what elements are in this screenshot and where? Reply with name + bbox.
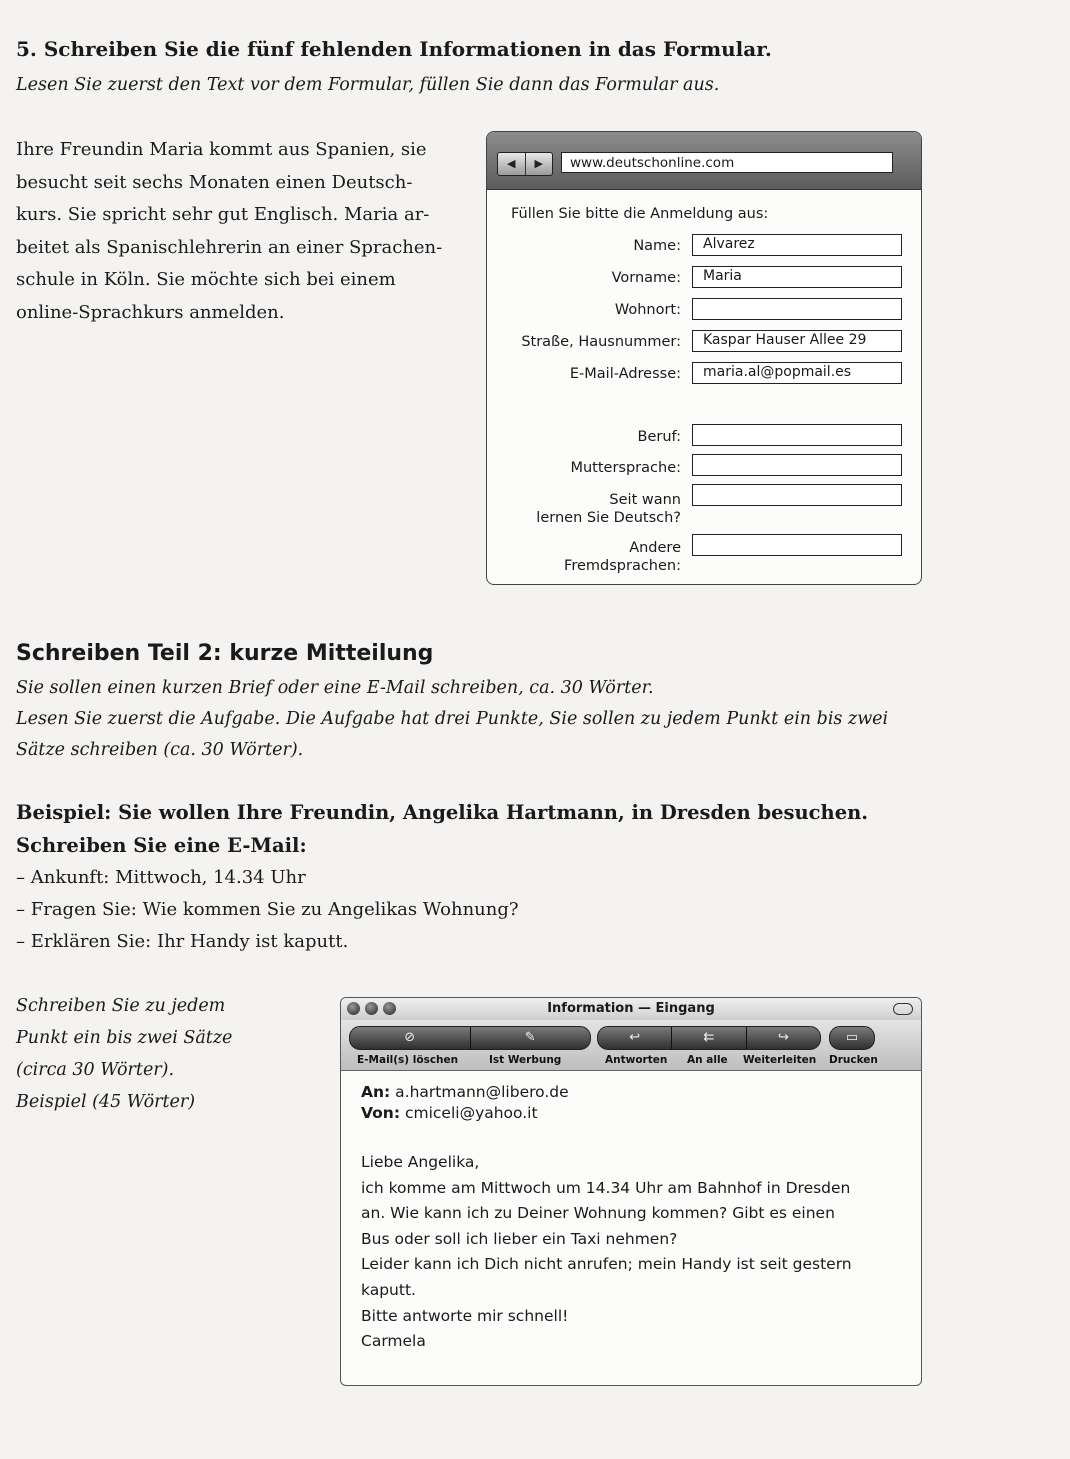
form-row-seit-wann <box>487 484 907 524</box>
close-icon[interactable] <box>347 1002 360 1015</box>
toolbar-toggle-icon[interactable] <box>893 1003 913 1015</box>
field-label <box>491 491 681 527</box>
story-line: online-Sprachkurs anmelden. <box>16 301 285 323</box>
junk-icon[interactable]: ✎ <box>470 1027 591 1049</box>
form-row-muttersprache <box>487 454 907 478</box>
task-point: – Fragen Sie: Wie kommen Sie zu Angelikas Wohnung? <box>16 899 519 920</box>
form-row-email <box>487 362 907 386</box>
from-label: Von: <box>361 1104 401 1122</box>
form-row-beruf <box>487 424 907 448</box>
reply-all-button-label[interactable]: An alle <box>687 1054 728 1066</box>
field-label <box>491 539 681 575</box>
form-row-fremdsprachen <box>487 534 907 574</box>
toolbar-group-right <box>597 1026 821 1050</box>
to-value: a.hartmann@libero.de <box>395 1083 569 1101</box>
mail-toolbar <box>341 1020 921 1071</box>
mail-title: Information — Eingang <box>547 1001 715 1016</box>
wohnort-field[interactable] <box>692 298 902 320</box>
beruf-field[interactable] <box>692 424 902 446</box>
reply-all-icon[interactable]: ⇇ <box>671 1027 745 1049</box>
reply-button-label[interactable]: Antworten <box>605 1054 668 1066</box>
beispiel-line: Beispiel: Sie wollen Ihre Freundin, Angelika Hartmann, in Dresden besuchen. <box>16 801 869 824</box>
vorname-field[interactable]: Maria <box>692 266 902 288</box>
from-value: cmiceli@yahoo.it <box>404 1104 538 1122</box>
label-line: Seit wann <box>609 492 681 508</box>
mail-body <box>361 1150 901 1355</box>
story-line: Ihre Freundin Maria kommt aus Spanien, sie <box>16 139 427 160</box>
field-label: Beruf: <box>637 429 681 445</box>
beispiel-line: Schreiben Sie eine E-Mail: <box>16 834 307 857</box>
story-line: kurs. Sie spricht sehr gut Englisch. Maria ar- <box>16 204 430 225</box>
fremdsprachen-field[interactable] <box>692 534 902 556</box>
body-line: kaputt. <box>361 1280 416 1299</box>
body-line: ich komme am Mittwoch um 14.34 Uhr am Bahnhof in Dresden <box>361 1178 851 1197</box>
to-row <box>361 1082 569 1103</box>
instruction-line: Lesen Sie zuerst die Aufgabe. Die Aufgabe hat drei Punkte, Sie sollen zu jedem Punkt ein bis zwei <box>16 709 889 729</box>
forward-mail-icon[interactable]: ↪ <box>746 1027 820 1049</box>
email-field[interactable]: maria.al@popmail.es <box>692 362 902 384</box>
nav-buttons <box>497 152 553 176</box>
field-label: E-Mail-Adresse: <box>569 366 681 382</box>
forward-icon[interactable]: ▶ <box>525 153 553 175</box>
side-line: Beispiel (45 Wörter) <box>16 1092 196 1112</box>
browser-toolbar <box>487 132 921 190</box>
print-button-label[interactable]: Drucken <box>829 1054 878 1066</box>
strasse-field[interactable]: Kaspar Hauser Allee 29 <box>692 330 902 352</box>
body-line: Carmela <box>361 1332 426 1351</box>
task-point: – Ankunft: Mittwoch, 14.34 Uhr <box>16 867 306 888</box>
forward-button-label[interactable]: Weiterleiten <box>743 1054 817 1066</box>
muttersprache-field[interactable] <box>692 454 902 476</box>
task-point: – Erklären Sie: Ihr Handy ist kaputt. <box>16 931 349 952</box>
url-bar[interactable]: www.deutschonline.com <box>561 152 893 173</box>
print-icon[interactable]: ▭ <box>845 1030 859 1045</box>
label-line: lernen Sie Deutsch? <box>536 510 681 526</box>
from-row <box>361 1103 569 1124</box>
name-field[interactable]: Alvarez <box>692 234 902 256</box>
form-row-wohnort <box>487 298 907 322</box>
story-line: schule in Köln. Sie möchte sich bei einem <box>16 269 396 290</box>
junk-button-label[interactable]: Ist Werbung <box>489 1054 562 1066</box>
body-line: an. Wie kann ich zu Deiner Wohnung kommen? Gibt es einen <box>361 1204 835 1223</box>
browser-window <box>486 131 922 585</box>
seit-wann-field[interactable] <box>692 484 902 506</box>
reply-icon[interactable]: ↩ <box>629 1030 641 1045</box>
mail-header <box>361 1082 569 1124</box>
body-line: Bus oder soll ich lieber ein Taxi nehmen? <box>361 1229 678 1248</box>
minimize-icon[interactable] <box>365 1002 378 1015</box>
field-label: Wohnort: <box>614 302 681 318</box>
form-row-strasse <box>487 330 907 354</box>
back-icon[interactable]: ◀ <box>507 157 516 170</box>
delete-icon[interactable]: ⊘ <box>404 1030 416 1045</box>
teil2-instructions <box>16 673 1056 766</box>
instruction-line: Sätze schreiben (ca. 30 Wörter). <box>16 740 304 760</box>
story-line: besucht seit sechs Monaten einen Deutsch- <box>16 171 413 193</box>
form-intro: Füllen Sie bitte die Anmeldung aus: <box>511 206 769 222</box>
side-line: Punkt ein bis zwei Sätze <box>16 1028 233 1048</box>
side-line: Schreiben Sie zu jedem <box>16 996 226 1016</box>
label-line: Fremdsprachen: <box>564 558 681 574</box>
side-note <box>16 990 232 1118</box>
instruction-line: Sie sollen einen kurzen Brief oder eine E-Mail schreiben, ca. 30 Wörter. <box>16 678 654 698</box>
delete-button-label[interactable]: E-Mail(s) löschen <box>357 1054 459 1066</box>
task5-heading: 5. Schreiben Sie die fünf fehlenden Informationen in das Formular. <box>16 37 772 61</box>
body-line: Leider kann ich Dich nicht anrufen; mein Handy ist seit gestern <box>361 1255 852 1274</box>
field-label: Muttersprache: <box>570 460 681 476</box>
body-line: Liebe Angelika, <box>361 1153 480 1171</box>
mail-titlebar <box>341 998 921 1021</box>
form-row-vorname <box>487 266 907 290</box>
beispiel-task <box>16 796 868 862</box>
teil2-heading: Schreiben Teil 2: kurze Mitteilung <box>16 641 434 666</box>
toolbar-group-left <box>349 1026 591 1050</box>
field-label: Straße, Hausnummer: <box>521 334 681 350</box>
body-line: Bitte antworte mir schnell! <box>361 1306 569 1325</box>
label-line: Andere <box>629 540 681 556</box>
to-label: An: <box>361 1083 391 1101</box>
task5-story <box>16 134 476 329</box>
field-label: Name: <box>633 238 681 254</box>
task-points <box>16 862 519 958</box>
mail-window <box>340 997 922 1386</box>
field-label: Vorname: <box>611 270 681 286</box>
task5-instruction: Lesen Sie zuerst den Text vor dem Formular, füllen Sie dann das Formular aus. <box>16 75 720 95</box>
zoom-icon[interactable] <box>383 1002 396 1015</box>
story-line: beitet als Spanischlehrerin an einer Sprachen- <box>16 236 443 258</box>
side-line: (circa 30 Wörter). <box>16 1060 175 1080</box>
print-group <box>829 1026 875 1050</box>
window-controls <box>347 1002 396 1015</box>
form-row-name <box>487 234 907 258</box>
